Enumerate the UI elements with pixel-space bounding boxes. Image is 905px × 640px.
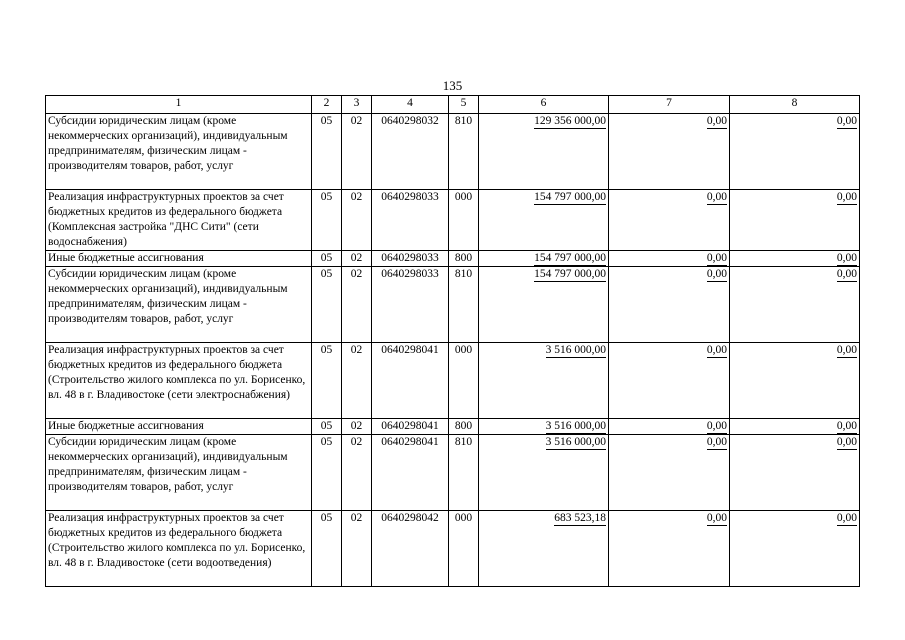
column-header: 2 [312, 96, 342, 114]
amount-col7: 0,00 [609, 343, 730, 419]
expense-type-code: 800 [449, 419, 479, 435]
amount-col7: 0,00 [609, 251, 730, 267]
expense-type-code: 800 [449, 251, 479, 267]
column-header: 3 [342, 96, 372, 114]
amount-col8: 0,00 [730, 190, 860, 251]
subsection-code: 02 [342, 343, 372, 419]
header-row [46, 96, 860, 114]
column-header: 4 [372, 96, 449, 114]
amount-col7: 0,00 [609, 511, 730, 587]
table-row [46, 435, 860, 511]
amount-col6: 129 356 000,00 [479, 114, 609, 190]
table-row [46, 343, 860, 419]
budget-table [45, 95, 860, 587]
amount-col8: 0,00 [730, 114, 860, 190]
target-article-code: 0640298033 [372, 190, 449, 251]
item-name: Субсидии юридическим лицам (кроме некоммерческих организаций), индивидуальным предпринимателям, физическим лицам - производителям товаров, работ, услуг [46, 435, 312, 511]
amount-col8: 0,00 [730, 251, 860, 267]
target-article-code: 0640298033 [372, 251, 449, 267]
section-code: 05 [312, 251, 342, 267]
amount-col8: 0,00 [730, 435, 860, 511]
expense-type-code: 810 [449, 435, 479, 511]
section-code: 05 [312, 419, 342, 435]
target-article-code: 0640298041 [372, 419, 449, 435]
target-article-code: 0640298033 [372, 267, 449, 343]
subsection-code: 02 [342, 267, 372, 343]
table-row [46, 114, 860, 190]
amount-col8: 0,00 [730, 419, 860, 435]
section-code: 05 [312, 114, 342, 190]
table-row [46, 251, 860, 267]
table-row [46, 419, 860, 435]
section-code: 05 [312, 343, 342, 419]
amount-col7: 0,00 [609, 114, 730, 190]
amount-col6: 3 516 000,00 [479, 419, 609, 435]
target-article-code: 0640298041 [372, 343, 449, 419]
amount-col6: 3 516 000,00 [479, 435, 609, 511]
column-header: 1 [46, 96, 312, 114]
table-row [46, 267, 860, 343]
subsection-code: 02 [342, 114, 372, 190]
column-header: 5 [449, 96, 479, 114]
amount-col6: 3 516 000,00 [479, 343, 609, 419]
subsection-code: 02 [342, 511, 372, 587]
subsection-code: 02 [342, 251, 372, 267]
expense-type-code: 000 [449, 343, 479, 419]
item-name: Иные бюджетные ассигнования [46, 419, 312, 435]
table-row [46, 190, 860, 251]
amount-col7: 0,00 [609, 435, 730, 511]
expense-type-code: 810 [449, 114, 479, 190]
table-row [46, 511, 860, 587]
column-header: 7 [609, 96, 730, 114]
target-article-code: 0640298041 [372, 435, 449, 511]
item-name: Реализация инфраструктурных проектов за счет бюджетных кредитов из федерального бюджета (Строительство жилого комплекса по ул. Борисенко, вл. 48 в г. Владивостоке (сети электроснабжения) [46, 343, 312, 419]
item-name: Реализация инфраструктурных проектов за счет бюджетных кредитов из федерального бюджета (Строительство жилого комплекса по ул. Борисенко, вл. 48 в г. Владивостоке (сети водоотведения) [46, 511, 312, 587]
amount-col7: 0,00 [609, 190, 730, 251]
amount-col8: 0,00 [730, 511, 860, 587]
amount-col7: 0,00 [609, 267, 730, 343]
amount-col6: 154 797 000,00 [479, 251, 609, 267]
column-header: 8 [730, 96, 860, 114]
subsection-code: 02 [342, 419, 372, 435]
amount-col6: 154 797 000,00 [479, 190, 609, 251]
expense-type-code: 000 [449, 190, 479, 251]
expense-type-code: 810 [449, 267, 479, 343]
amount-col6: 683 523,18 [479, 511, 609, 587]
amount-col8: 0,00 [730, 343, 860, 419]
subsection-code: 02 [342, 190, 372, 251]
section-code: 05 [312, 511, 342, 587]
expense-type-code: 000 [449, 511, 479, 587]
item-name: Субсидии юридическим лицам (кроме некоммерческих организаций), индивидуальным предпринимателям, физическим лицам - производителям товаров, работ, услуг [46, 267, 312, 343]
amount-col6: 154 797 000,00 [479, 267, 609, 343]
target-article-code: 0640298042 [372, 511, 449, 587]
page-number: 135 [442, 78, 463, 93]
subsection-code: 02 [342, 435, 372, 511]
column-header: 6 [479, 96, 609, 114]
amount-col8: 0,00 [730, 267, 860, 343]
item-name: Субсидии юридическим лицам (кроме некоммерческих организаций), индивидуальным предпринимателям, физическим лицам - производителям товаров, работ, услуг [46, 114, 312, 190]
amount-col7: 0,00 [609, 419, 730, 435]
item-name: Реализация инфраструктурных проектов за счет бюджетных кредитов из федерального бюджета (Комплексная застройка "ДНС Сити" (сети водоснабжения) [46, 190, 312, 251]
item-name: Иные бюджетные ассигнования [46, 251, 312, 267]
section-code: 05 [312, 435, 342, 511]
section-code: 05 [312, 267, 342, 343]
target-article-code: 0640298032 [372, 114, 449, 190]
section-code: 05 [312, 190, 342, 251]
